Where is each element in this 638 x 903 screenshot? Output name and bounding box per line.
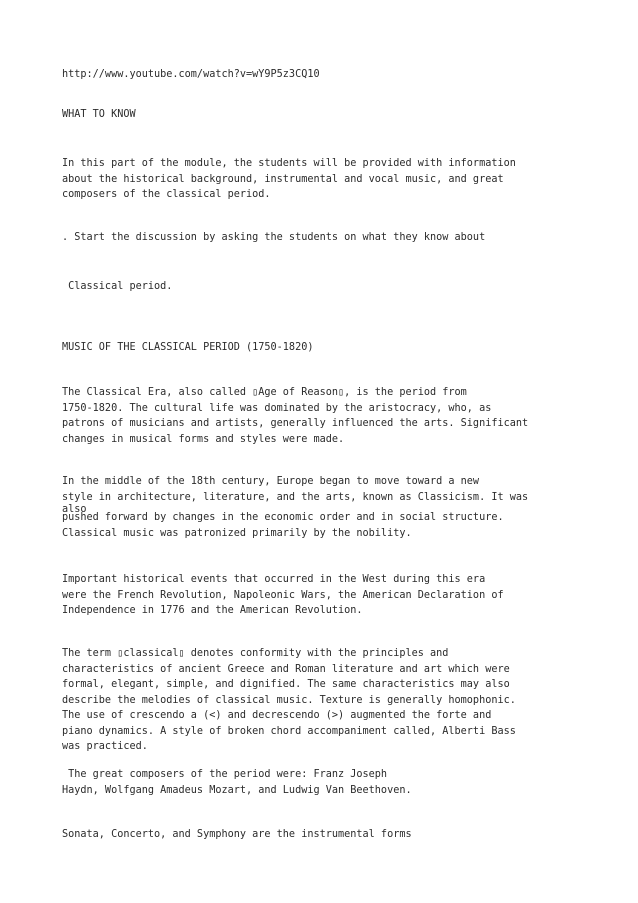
para2-line-2: style in architecture, literature, and the arts, known as Classicism. It was [62, 491, 529, 503]
para2-line-1: In the middle of the 18th century, Europe began to move toward a new [62, 476, 480, 487]
para4-line-5: The use of crescendo a (<) and decrescendo (>) augmented the forte and [62, 710, 492, 721]
classical-period-text: Classical period. [62, 281, 173, 292]
what-to-know-heading: WHAT TO KNOW [62, 109, 136, 120]
para3-line-1: Important historical events that occurred in the West during this era [62, 574, 486, 585]
para2-line-4: pushed forward by changes in the economic order and in social structure. [62, 512, 504, 523]
para1-line-3: patrons of musicians and artists, generally influenced the arts. Significant [62, 418, 529, 429]
para1-line-4: changes in musical forms and styles were made. [62, 433, 345, 445]
para4-line-2: characteristics of ancient Greece and Roman literature and art which were [62, 663, 510, 675]
para3-line-2: were the French Revolution, Napoleonic Wars, the American Declaration of [62, 589, 504, 601]
para4-line-7: was practiced. [62, 741, 148, 752]
para2-line-3: also [62, 504, 87, 515]
para4-line-1: The term ▯classical▯ denotes conformity with the principles and [62, 648, 449, 659]
para1-line-1: The Classical Era, also called ▯Age of Reason▯, is the period from [62, 387, 467, 398]
intro-line-1: In this part of the module, the students will be provided with information [62, 158, 516, 169]
para1-line-2: 1750-1820. The cultural life was dominated by the aristocracy, who, as [62, 402, 492, 414]
para5-line-1: The great composers of the period were: Franz Joseph [62, 769, 388, 780]
para3-line-3: Independence in 1776 and the American Revolution. [62, 605, 363, 616]
para4-line-6: piano dynamics. A style of broken chord accompaniment called, Alberti Bass [62, 725, 516, 737]
video-link-text[interactable]: http://www.youtube.com/watch?v=wY9P5z3CQ10 [62, 69, 320, 80]
intro-line-3: composers of the classical period. [62, 189, 271, 200]
para4-line-4: describe the melodies of classical music. Texture is generally homophonic. [62, 694, 516, 706]
section-title: MUSIC OF THE CLASSICAL PERIOD (1750-1820) [62, 342, 314, 353]
start-discussion-text: . Start the discussion by asking the students on what they know about [62, 232, 486, 243]
para6-line-1: Sonata, Concerto, and Symphony are the instrumental forms [62, 829, 412, 840]
para2-line-5: Classical music was patronized primarily by the nobility. [62, 527, 412, 539]
para4-line-3: formal, elegant, simple, and dignified. The same characteristics may also [62, 679, 510, 690]
video-link[interactable] [62, 67, 320, 83]
para5-line-2: Haydn, Wolfgang Amadeus Mozart, and Ludwig Van Beethoven. [62, 784, 412, 796]
intro-line-2: about the historical background, instrumental and vocal music, and great [62, 173, 504, 185]
